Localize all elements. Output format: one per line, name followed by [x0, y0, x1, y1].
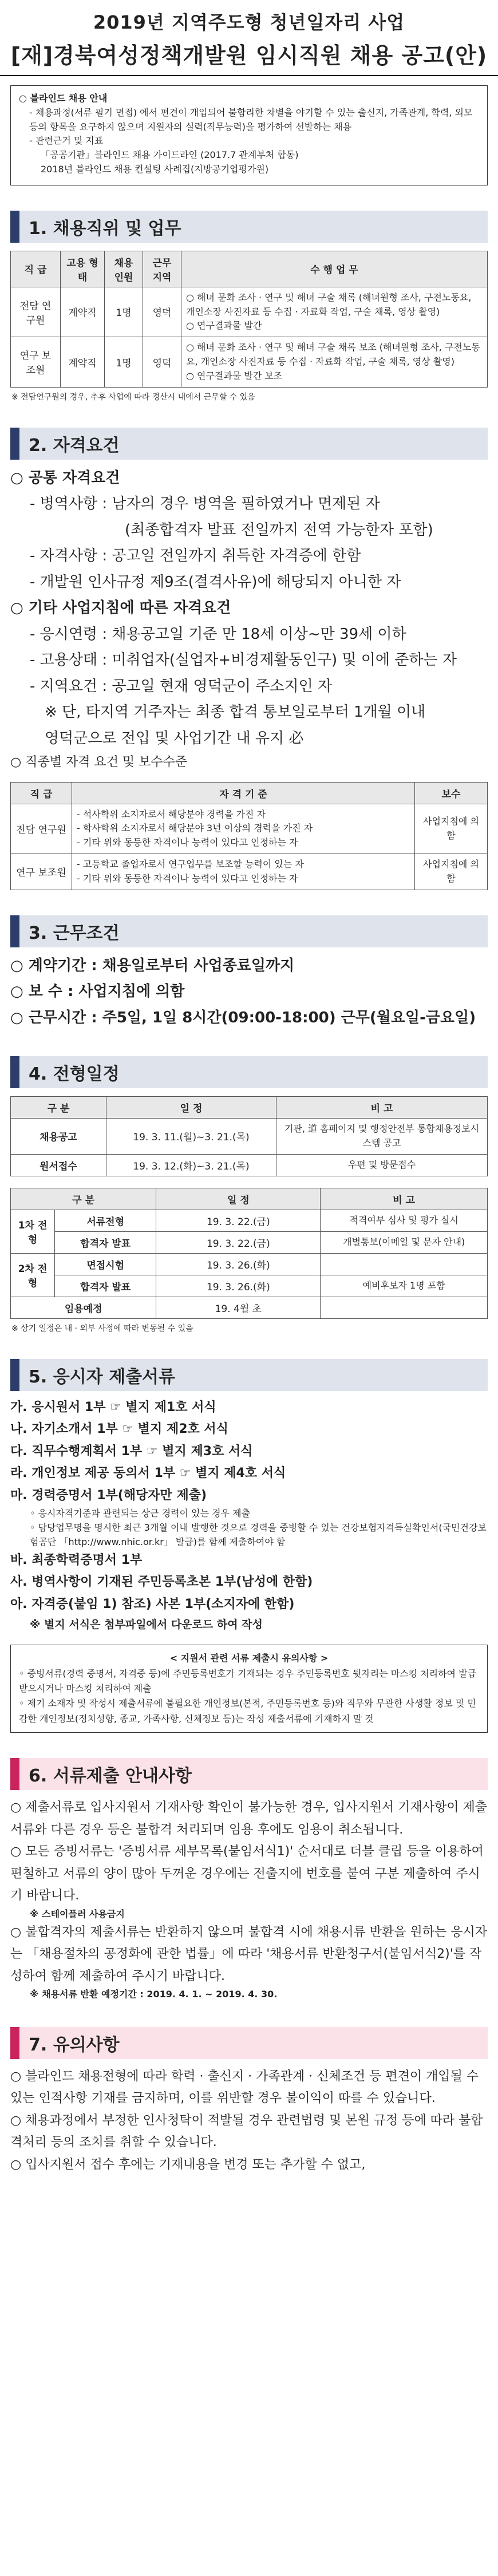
qual-line: - 고용상태 : 미취업자(실업자+비경제활동인구) 및 이에 준하는 자: [30, 651, 457, 669]
cell: 적격여부 심사 및 평가 실시: [321, 1210, 488, 1231]
cell: 2차 전형: [11, 1253, 55, 1297]
cell: [321, 1253, 488, 1275]
section-6-header: 6. 서류제출 안내사항: [10, 1758, 488, 1790]
table-row: [11, 1154, 488, 1176]
col-header: 근무 지역: [143, 251, 181, 287]
caution-heading: < 지원서 관련 서류 제출시 유의사항 >: [169, 1653, 329, 1664]
condition-line: ○ 보 수 : 사업지침에 의함: [10, 983, 185, 1001]
col-header: 구 분: [11, 1188, 156, 1210]
schedule-table-1: [10, 1096, 488, 1176]
section-2-body: [0, 465, 498, 774]
cell: [321, 1297, 488, 1318]
title-block: [0, 0, 498, 76]
cell: 19. 3. 22.(금): [156, 1210, 321, 1231]
table-row: [11, 1253, 488, 1275]
cell: 우편 및 방문접수: [276, 1154, 488, 1176]
doc-item: 라. 개인정보 제공 동의서 1부 ☞ 별지 제4호 서식: [10, 1466, 286, 1481]
doc-item: 바. 최종학력증명서 1부: [10, 1552, 143, 1567]
doc-subitem: ◦ 응시자격기준과 관련되는 상근 경력이 있는 경우 제출: [30, 1508, 251, 1519]
table-row: [11, 1210, 488, 1231]
qual-line: - 응시연령 : 채용공고일 기준 만 18세 이상~만 39세 이하: [30, 625, 406, 643]
blind-hiring-notice: [10, 85, 488, 185]
cell: 계약직: [61, 337, 105, 387]
notice-heading: ○ 블라인드 채용 안내: [19, 93, 108, 104]
cell: 19. 3. 22.(금): [156, 1231, 321, 1253]
caution-item: ◦ 제기 소재자 및 작성시 제출서류에 불필요한 개인정보(본적, 주민등록번호 등)와 직무와 무관한 사생활 정보 및 민감한 개인정보(정치성향, 종교, 가족사항, 신체정보 등)는 작성 제출서류에 기재하지 말 것: [19, 1698, 476, 1724]
cell: 1명: [105, 337, 143, 387]
section-3-body: [0, 953, 498, 1032]
cell: 기관, 道 홈페이지 및 행정안전부 통합채용정보시스템 공고: [276, 1119, 488, 1155]
cell: 원서접수: [11, 1154, 106, 1176]
notice-item: - 채용과정(서류 필기 면접) 에서 편견이 개입되어 불합리한 차별을 야기할 수 있는 출신지, 가족관계, 학력, 외모 등의 항목을 요구하지 않으며 지원자의 실력(직무능력)을 평가하여 선발하는 채용: [29, 106, 473, 132]
qualification-table: [10, 782, 488, 890]
cell: 개별통보(이메일 및 문자 안내): [321, 1231, 488, 1253]
cell: 연구 보조원: [11, 337, 61, 387]
table-row: [11, 1275, 488, 1297]
submission-caution-box: [10, 1645, 488, 1733]
cell: 합격자 발표: [55, 1275, 156, 1297]
cell: 서류전형: [55, 1210, 156, 1231]
submission-note: ※ 채용서류 반환 예정기간 : 2019. 4. 1. ~ 2019. 4. 30.: [30, 1989, 278, 2000]
doc-subitem: ◦ 담당업무명을 명시한 최근 3개월 이내 발행한 것으로 경력을 증빙할 수 있는 건강보험자격득실확인서(국민건강보험공단 「http://www.nhic.or.kr」 발급)를 함께 제출하여야 함: [30, 1522, 487, 1547]
col-header: 직 급: [11, 251, 61, 287]
section-2-header: 2. 자격요건: [10, 428, 488, 460]
cell: 계약직: [61, 287, 105, 337]
cell: 19. 3. 26.(화): [156, 1253, 321, 1275]
submission-note: ※ 스테이플러 사용금지: [30, 1908, 125, 1919]
cell: 1명: [105, 287, 143, 337]
cell: 19. 3. 12.(화)~3. 21.(목): [106, 1154, 276, 1176]
col-header: 고용 형태: [61, 251, 105, 287]
cell: 면접시험: [55, 1253, 156, 1275]
cell: [72, 804, 415, 854]
qual-line: 영덕군으로 전입 및 사업기간 내 유지 必: [45, 729, 304, 747]
doc-note: ※ 별지 서식은 첨부파일에서 다운로드 하여 작성: [30, 1618, 263, 1631]
cell: 전담 연구원: [11, 804, 72, 854]
cell: 예비후보자 1명 포함: [321, 1275, 488, 1297]
col-header: 보수: [415, 782, 488, 804]
qual-line: - 지역요건 : 공고일 현재 영덕군이 주소지인 자: [30, 677, 333, 695]
col-header: 일 정: [156, 1188, 321, 1210]
criterion: - 석사학위 소지자로서 해당분야 경력을 가진 자: [77, 808, 266, 820]
qual-line: ○ 직종별 자격 요건 및 보수수준: [10, 755, 188, 770]
table-row: [11, 287, 488, 337]
section-5-body: [0, 1397, 498, 1635]
section-1-header: 1. 채용직위 및 업무: [10, 211, 488, 243]
title-line-1: 2019년 지역주도형 청년일자리 사업: [93, 11, 405, 33]
doc-item: 마. 경력증명서 1부(해당자만 제출): [10, 1488, 207, 1503]
duty: ○ 연구결과물 발간: [186, 320, 262, 331]
cell: 영덕: [143, 337, 181, 387]
caution-item: ○ 입사지원서 접수 후에는 기재내용을 변경 또는 추가할 수 없고,: [10, 2157, 366, 2172]
title-line-2: [재]경북여성정책개발원 임시직원 채용 공고(안): [10, 43, 488, 68]
cell: [72, 854, 415, 890]
submission-item: ○ 모든 증빙서류는 '증빙서류 세부목록(붙임서식1)' 순서대로 더블 클립 등을 이용하여 편철하고 서류의 양이 많아 두꺼운 경우에는 전출지에 번호를 붙여 구분 제출하여 주시기 바랍니다.: [10, 1844, 484, 1903]
doc-item: 사. 병역사항이 기재된 주민등록초본 1부(남성에 한함): [10, 1575, 313, 1590]
qual-line: - 개발원 인사규정 제9조(결격사유)에 해당되지 아니한 자: [30, 573, 401, 591]
col-header: 비 고: [321, 1188, 488, 1210]
schedule-table-2: [10, 1188, 488, 1319]
cell: 사업지침에 의함: [415, 804, 488, 854]
criterion: - 학사학위 소지자로서 해당분야 3년 이상의 경력을 가진 자: [77, 823, 313, 834]
qual-line: ○ 기타 사업지침에 따른 자격요건: [10, 599, 231, 617]
caution-item: ◦ 증빙서류(경력 증명서, 자격증 등)에 주민등록번호가 기재되는 경우 주민등록번호 뒷자리는 마스킹 처리하여 발급받으시거나 마스킹 처리하여 제출: [19, 1668, 477, 1694]
section-4-header: 4. 전형일정: [10, 1056, 488, 1088]
doc-item: 가. 응시원서 1부 ☞ 별지 제1호 서식: [10, 1400, 216, 1415]
notice-item: 「공공기관」블라인드 채용 가이드라인 (2017.7 관계부처 합동): [41, 149, 299, 161]
col-header: 채용 인원: [105, 251, 143, 287]
cell: 임용예정: [11, 1297, 156, 1318]
submission-item: ○ 불합격자의 제출서류는 반환하지 않으며 불합격 시에 채용서류 반환을 원하는 응시자는 「채용절차의 공정화에 관한 법률」에 따라 '채용서류 반환청구서(붙임서식2)'를 작성하여 함께 제출하여 주시기 바랍니다.: [10, 1925, 487, 1984]
doc-item: 다. 직무수행계획서 1부 ☞ 별지 제3호 서식: [10, 1444, 253, 1459]
criterion: - 기타 위와 동등한 자격이나 능력이 있다고 인정하는 자: [77, 872, 298, 884]
duty: ○ 해녀 문화 조사 · 연구 및 해녀 구술 채록 보조 (해녀원형 조사, 구전노동요, 개인소장 사진자료 등 수집 · 자료화 작업, 구술 채록, 영상 촬영): [186, 342, 480, 367]
cell: 1차 전형: [11, 1210, 55, 1253]
doc-item: 나. 자기소개서 1부 ☞ 별지 제2호 서식: [10, 1422, 228, 1437]
col-header: 직 급: [11, 782, 72, 804]
caution-item: ○ 채용과정에서 부정한 인사청탁이 적발될 경우 관련법령 및 본원 규정 등에 따라 불합격처리 등의 조치를 취할 수 있습니다.: [10, 2113, 483, 2150]
section-6-body: [0, 1797, 498, 2002]
cell: 영덕: [143, 287, 181, 337]
cell: 19. 3. 11.(월)~3. 21.(목): [106, 1119, 276, 1155]
section-4-note: ※ 상기 일정은 내 · 외부 사정에 따라 변동될 수 있음: [11, 1323, 193, 1333]
condition-line: ○ 근무시간 : 주5일, 1일 8시간(09:00-18:00) 근무(월요일-금요일): [10, 1009, 476, 1026]
cell: 전담 연구원: [11, 287, 61, 337]
qual-line: ○ 공통 자격요건: [10, 469, 120, 487]
doc-item: 아. 자격증(붙임 1) 참조) 사본 1부(소지자에 한함): [10, 1597, 295, 1611]
table-row: [11, 337, 488, 387]
cell: 19. 3. 26.(화): [156, 1275, 321, 1297]
cell: [181, 337, 488, 387]
condition-line: ○ 계약기간 : 채용일로부터 사업종료일까지: [10, 957, 295, 974]
criterion: - 기타 위와 동등한 자격이나 능력이 있다고 인정하는 자: [77, 837, 298, 848]
table-row: [11, 1119, 488, 1155]
table-row: [11, 854, 488, 890]
section-7-body: [0, 2066, 498, 2176]
cell: 사업지침에 의함: [415, 854, 488, 890]
table-row: [11, 804, 488, 854]
positions-table: [10, 251, 488, 388]
col-header: 일 정: [106, 1097, 276, 1119]
col-header: 구 분: [11, 1097, 106, 1119]
cell: 합격자 발표: [55, 1231, 156, 1253]
cell: 연구 보조원: [11, 854, 72, 890]
table-row: [11, 1297, 488, 1318]
cell: 19. 4월 초: [156, 1297, 321, 1318]
notice-item: 2018년 블라인드 채용 컨설팅 사례집(지방공기업평가원): [41, 163, 269, 175]
section-3-header: 3. 근무조건: [10, 915, 488, 947]
section-5-header: 5. 응시자 제출서류: [10, 1359, 488, 1391]
col-header: 수 행 업 무: [181, 251, 488, 287]
duty: ○ 해녀 문화 조사 · 연구 및 해녀 구술 채록 (해녀원형 조사, 구전노동요, 개인소장 사진자료 등 수집 · 자료화 작업, 구술 채록, 영상 촬영): [186, 291, 472, 317]
col-header: 비 고: [276, 1097, 488, 1119]
qual-line: - 자격사항 : 공고일 전일까지 취득한 자격증에 한함: [30, 547, 361, 565]
cell: 채용공고: [11, 1119, 106, 1155]
section-1-note: ※ 전담연구원의 경우, 추후 사업에 따라 경산시 내에서 근무할 수 있음: [11, 392, 255, 402]
duty: ○ 연구결과물 발간 보조: [186, 370, 283, 381]
section-7-header: 7. 유의사항: [10, 2027, 488, 2059]
table-row: [11, 1231, 488, 1253]
caution-item: ○ 블라인드 채용전형에 따라 학력 · 출신지 · 가족관계 · 신체조건 등 편견이 개입될 수 있는 인적사항 기재를 금지하며, 이를 위반할 경우 불이익이 따를 수 있습니다.: [10, 2069, 479, 2106]
notice-item: - 관련근거 및 지표: [29, 135, 104, 147]
qual-line: - 병역사항 : 남자의 경우 병역을 필하였거나 면제된 자: [30, 495, 380, 513]
criterion: - 고등학교 졸업자로서 연구업무를 보조할 능력이 있는 자: [77, 858, 304, 870]
submission-item: ○ 제출서류로 입사지원서 기재사항 확인이 불가능한 경우, 입사지원서 기재사항이 제출서류와 다른 경우 등은 불합격 처리되며 임용 후에도 임용이 취소됩니다.: [10, 1800, 487, 1837]
qual-line: ※ 단, 타지역 거주자는 최종 합격 통보일로부터 1개월 이내: [45, 704, 426, 721]
cell: [181, 287, 488, 337]
qual-line: (최종합격자 발표 전일까지 전역 가능한자 포함): [125, 521, 433, 539]
col-header: 자 격 기 준: [72, 782, 415, 804]
